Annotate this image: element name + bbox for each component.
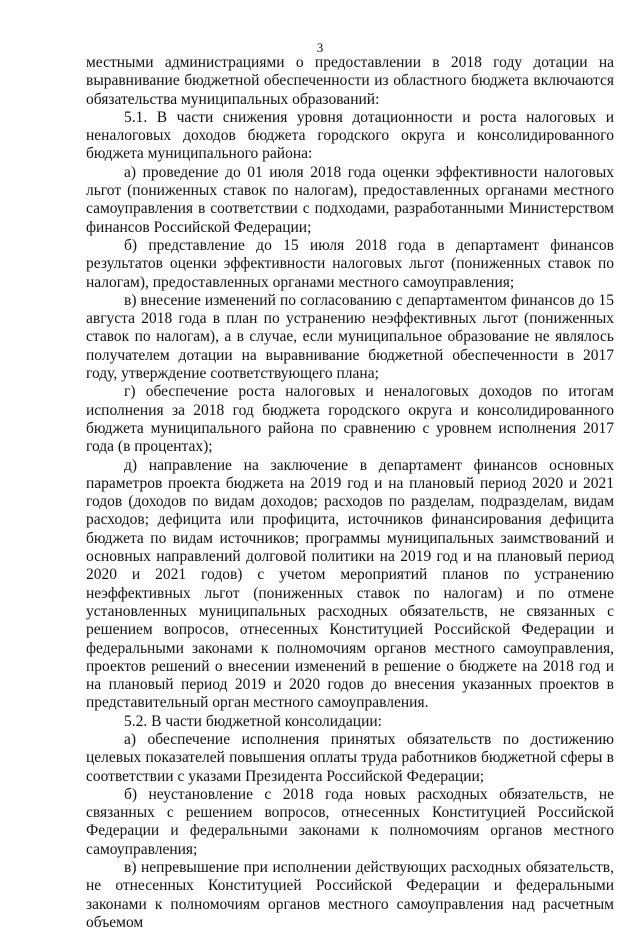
paragraph: а) проведение до 01 июля 2018 года оценки эффективности налоговых льгот (пониженных ставок по налогам), предоставленных органами местного самоуправления в соответствии с подходами, разработанными Министерством финансов Российской Федерации;: [86, 163, 614, 236]
paragraph: г) обеспечение роста налоговых и неналоговых доходов по итогам исполнения за 2018 год бюджета городского округа и консолидированного бюджета муниципального района по сравнению с уровнем исполнения 2017 года (в процентах);: [86, 383, 614, 456]
paragraph: местными администрациями о предоставлении в 2018 году дотации на выравнивание бюджетной обеспеченности из областного бюджета включаются обязательства муниципальных образований:: [86, 54, 614, 108]
paragraph: 5.2. В части бюджетной консолидации:: [124, 712, 382, 730]
paragraph: б) представление до 15 июля 2018 года в департамент финансов результатов оценки эффективности налоговых льгот (пониженных ставок по налогам), предоставленных органами местного самоуправления;: [86, 236, 614, 291]
paragraph: б) неустановление с 2018 года новых расходных обязательств, не связанных с решением вопросов, отнесенных Конституцией Российской Федерации и федеральными законами к полномочиям органов местного самоуправления;: [86, 785, 614, 858]
paragraph: 5.1. В части снижения уровня дотационности и роста налоговых и неналоговых доходов бюджета городского округа и консолидированного бюджета муниципального района:: [86, 108, 614, 163]
paragraph: в) внесение изменений по согласованию с департаментом финансов до 15 августа 2018 года в план по устранению неэффективных льгот (пониженных ставок по налогам), а в случае, если муниципальное образование не являлось получателем дотации на выравнивание бюджетной обеспеченности в 2017 году, утверждение соответствующего плана;: [86, 291, 614, 383]
document-body: [86, 54, 614, 932]
page-number: 3: [316, 40, 324, 55]
paragraph: в) непревышение при исполнении действующих расходных обязательств, не отнесенных Конституцией Российской Федерации и федеральными законами к полномочиям органов местного самоуправления над расчетным объемом: [86, 859, 614, 931]
paragraph: д) направление на заключение в департамент финансов основных параметров проекта бюджета на 2019 год и на плановый период 2020 и 2021 годов (доходов по видам доходов; расходов по разделам, подразделам, видам расходов; дефицита или профицита, источников финансирования дефицита бюджета по видам источников; программы муниципальных заимствований и основных направлений долговой политики на 2019 год и на плановый период 2020 и 2021 годов) с учетом мероприятий планов по устранению неэффективных льгот (пониженных ставок по налогам) и по отмене установленных муниципальных расходных обязательств, не связанных с решением вопросов, отнесенных Конституцией Российской Федерации и федеральными законами к полномочиям органов местного самоуправления, проектов решений о внесении изменений в решение о бюджете на 2018 год и на плановый период 2019 и 2020 годов до внесения указанных проектов в представительный орган местного самоуправления.: [86, 456, 614, 712]
paragraph: а) обеспечение исполнения принятых обязательств по достижению целевых показателей повышения оплаты труда работников бюджетной сферы в соответствии с указами Президента Российской Федерации;: [86, 730, 614, 785]
